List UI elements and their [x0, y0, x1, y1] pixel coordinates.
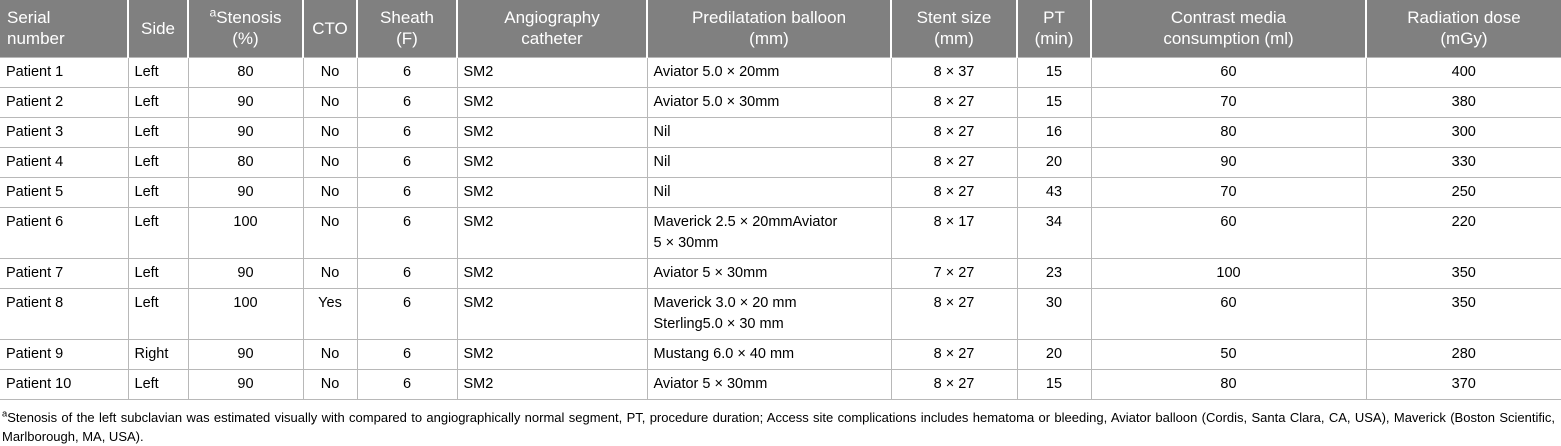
table-header-row [0, 0, 1561, 57]
cell-cto: No [303, 117, 357, 147]
cell-catheter: SM2 [457, 258, 647, 288]
cell-balloon-line: Maverick 2.5 × 20mmAviator [653, 213, 838, 230]
cell-stenosis: 90 [188, 177, 303, 207]
footnote-text: Stenosis of the left subclavian was estimated visually with compared to angiographically normal segment, PT, procedure duration; Access site complications includes hematoma or bleeding, Aviator balloon (Cordis, Santa Clara, CA, USA), Maverick (Boston Scientific, Marlborough, MA, USA). [2, 409, 1555, 444]
table-row [0, 177, 1561, 207]
cell-balloon-line: Nil [653, 123, 671, 140]
cell-radiation: 350 [1366, 258, 1561, 288]
column-header-stenosis-line2: (%) [232, 29, 259, 49]
cell-sheath: 6 [357, 369, 457, 399]
cell-contrast: 80 [1091, 117, 1366, 147]
cell-sheath: 6 [357, 147, 457, 177]
cell-stent: 8 × 37 [891, 57, 1017, 87]
cell-balloon [647, 207, 891, 258]
column-header-balloon-line2: (mm) [749, 29, 789, 49]
cell-contrast: 70 [1091, 177, 1366, 207]
cell-balloon [647, 87, 891, 117]
cell-side: Left [128, 57, 188, 87]
cell-catheter: SM2 [457, 288, 647, 339]
cell-balloon [647, 369, 891, 399]
cell-balloon [647, 258, 891, 288]
cell-contrast: 50 [1091, 339, 1366, 369]
cell-balloon [647, 288, 891, 339]
column-header-stent-line1: Stent size [916, 8, 992, 27]
cell-balloon-line: Sterling5.0 × 30 mm [653, 315, 784, 332]
cell-pt: 43 [1017, 177, 1091, 207]
cell-stent: 7 × 27 [891, 258, 1017, 288]
cell-balloon-line: Aviator 5.0 × 20mm [653, 63, 780, 80]
cell-side: Left [128, 258, 188, 288]
cell-pt: 34 [1017, 207, 1091, 258]
cell-serial: Patient 7 [0, 258, 128, 288]
cell-contrast: 60 [1091, 57, 1366, 87]
column-header-contrast-line1: Contrast media [1170, 8, 1287, 27]
cell-catheter: SM2 [457, 369, 647, 399]
cell-serial: Patient 9 [0, 339, 128, 369]
cell-stenosis: 80 [188, 57, 303, 87]
cell-catheter: SM2 [457, 57, 647, 87]
cell-radiation: 400 [1366, 57, 1561, 87]
column-header-radiation [1366, 0, 1561, 57]
cell-radiation: 380 [1366, 87, 1561, 117]
cell-cto: No [303, 339, 357, 369]
column-header-sheath [357, 0, 457, 57]
cell-side: Right [128, 339, 188, 369]
cell-radiation: 350 [1366, 288, 1561, 339]
cell-pt: 16 [1017, 117, 1091, 147]
cell-catheter: SM2 [457, 207, 647, 258]
column-header-catheter-line2: catheter [521, 29, 583, 49]
cell-stenosis: 100 [188, 207, 303, 258]
cell-side: Left [128, 87, 188, 117]
table-row [0, 87, 1561, 117]
table-row [0, 288, 1561, 339]
column-header-side [128, 0, 188, 57]
cell-contrast: 70 [1091, 87, 1366, 117]
cell-serial: Patient 6 [0, 207, 128, 258]
cell-catheter: SM2 [457, 147, 647, 177]
cell-balloon [647, 147, 891, 177]
cell-side: Left [128, 369, 188, 399]
cell-sheath: 6 [357, 258, 457, 288]
cell-radiation: 370 [1366, 369, 1561, 399]
cell-pt: 15 [1017, 369, 1091, 399]
column-header-balloon [647, 0, 891, 57]
table-row [0, 57, 1561, 87]
cell-stenosis: 100 [188, 288, 303, 339]
column-header-contrast [1091, 0, 1366, 57]
column-header-side-line1: Side [140, 18, 176, 38]
cell-pt: 15 [1017, 87, 1091, 117]
cell-pt: 20 [1017, 147, 1091, 177]
cell-catheter: SM2 [457, 117, 647, 147]
cell-balloon [647, 339, 891, 369]
table-row [0, 147, 1561, 177]
column-header-catheter [457, 0, 647, 57]
cell-radiation: 220 [1366, 207, 1561, 258]
cell-cto: No [303, 207, 357, 258]
cell-pt: 15 [1017, 57, 1091, 87]
cell-balloon-line: 5 × 30mm [653, 234, 719, 251]
cell-catheter: SM2 [457, 177, 647, 207]
cell-pt: 20 [1017, 339, 1091, 369]
cell-contrast: 80 [1091, 369, 1366, 399]
column-header-balloon-line1: Predilatation balloon [691, 8, 847, 27]
cell-sheath: 6 [357, 207, 457, 258]
cell-stenosis: 90 [188, 117, 303, 147]
cell-pt: 23 [1017, 258, 1091, 288]
cell-stent: 8 × 27 [891, 339, 1017, 369]
column-header-radiation-line2: (mGy) [1440, 29, 1488, 49]
cell-stent: 8 × 17 [891, 207, 1017, 258]
footnote-marker: a [2, 408, 8, 419]
cell-balloon [647, 57, 891, 87]
column-header-pt-line2: (min) [1034, 29, 1074, 49]
cell-side: Left [128, 147, 188, 177]
cell-side: Left [128, 177, 188, 207]
cell-balloon-line: Nil [653, 153, 671, 170]
cell-balloon-line: Maverick 3.0 × 20 mm [653, 294, 797, 311]
cell-cto: No [303, 258, 357, 288]
cell-serial: Patient 4 [0, 147, 128, 177]
cell-serial: Patient 2 [0, 87, 128, 117]
cell-cto: Yes [303, 288, 357, 339]
cell-cto: No [303, 177, 357, 207]
cell-radiation: 330 [1366, 147, 1561, 177]
column-header-serial [0, 0, 128, 57]
table-row [0, 117, 1561, 147]
cell-radiation: 300 [1366, 117, 1561, 147]
cell-stenosis: 90 [188, 369, 303, 399]
cell-contrast: 60 [1091, 207, 1366, 258]
cell-balloon-line: Nil [653, 183, 671, 200]
cell-serial: Patient 10 [0, 369, 128, 399]
column-header-pt-line1: PT [1043, 8, 1065, 27]
cell-radiation: 280 [1366, 339, 1561, 369]
cell-sheath: 6 [357, 57, 457, 87]
column-header-stenosis-line1 [193, 7, 298, 28]
cell-cto: No [303, 87, 357, 117]
cell-balloon-line: Mustang 6.0 × 40 mm [653, 345, 795, 362]
cell-stent: 8 × 27 [891, 117, 1017, 147]
cell-contrast: 60 [1091, 288, 1366, 339]
cell-side: Left [128, 207, 188, 258]
cell-stent: 8 × 27 [891, 87, 1017, 117]
cell-pt: 30 [1017, 288, 1091, 339]
column-header-cto-line1: CTO [312, 18, 348, 38]
cell-cto: No [303, 57, 357, 87]
cell-side: Left [128, 288, 188, 339]
table-footnote [0, 400, 1557, 446]
cell-contrast: 90 [1091, 147, 1366, 177]
cell-side: Left [128, 117, 188, 147]
table-header [0, 0, 1561, 57]
column-header-stent [891, 0, 1017, 57]
footnote-marker-a: a [209, 5, 217, 20]
cell-contrast: 100 [1091, 258, 1366, 288]
cell-balloon [647, 177, 891, 207]
cell-radiation: 250 [1366, 177, 1561, 207]
table-body [0, 57, 1561, 399]
cell-stent: 8 × 27 [891, 147, 1017, 177]
table-row [0, 258, 1561, 288]
column-header-pt [1017, 0, 1091, 57]
cell-serial: Patient 3 [0, 117, 128, 147]
cell-sheath: 6 [357, 87, 457, 117]
column-header-serial-line2: number [7, 29, 65, 49]
cell-serial: Patient 8 [0, 288, 128, 339]
cell-balloon-line: Aviator 5 × 30mm [653, 375, 768, 392]
column-header-sheath-line2: (F) [396, 29, 418, 49]
cell-balloon [647, 117, 891, 147]
cell-stent: 8 × 27 [891, 288, 1017, 339]
cell-cto: No [303, 369, 357, 399]
cell-sheath: 6 [357, 177, 457, 207]
cell-serial: Patient 1 [0, 57, 128, 87]
cell-stenosis: 80 [188, 147, 303, 177]
cell-sheath: 6 [357, 339, 457, 369]
cell-balloon-line: Aviator 5 × 30mm [653, 264, 768, 281]
column-header-cto [303, 0, 357, 57]
table-row [0, 339, 1561, 369]
column-header-catheter-line1: Angiography [504, 8, 600, 27]
cell-stenosis: 90 [188, 339, 303, 369]
cell-sheath: 6 [357, 117, 457, 147]
column-header-serial-line1: Serial [7, 8, 51, 27]
cell-stenosis: 90 [188, 87, 303, 117]
cell-catheter: SM2 [457, 339, 647, 369]
cell-serial: Patient 5 [0, 177, 128, 207]
cell-balloon-line: Aviator 5.0 × 30mm [653, 93, 780, 110]
cell-stent: 8 × 27 [891, 369, 1017, 399]
cell-sheath: 6 [357, 288, 457, 339]
cell-cto: No [303, 147, 357, 177]
column-header-stenosis-text: Stenosis [216, 8, 282, 27]
table-row [0, 369, 1561, 399]
cell-catheter: SM2 [457, 87, 647, 117]
cell-stenosis: 90 [188, 258, 303, 288]
column-header-stenosis [188, 0, 303, 57]
column-header-stent-line2: (mm) [934, 29, 974, 49]
table-row [0, 207, 1561, 258]
column-header-radiation-line1: Radiation dose [1407, 8, 1521, 27]
column-header-sheath-line1: Sheath [380, 8, 434, 27]
cell-stent: 8 × 27 [891, 177, 1017, 207]
column-header-contrast-line2: consumption (ml) [1163, 29, 1294, 49]
